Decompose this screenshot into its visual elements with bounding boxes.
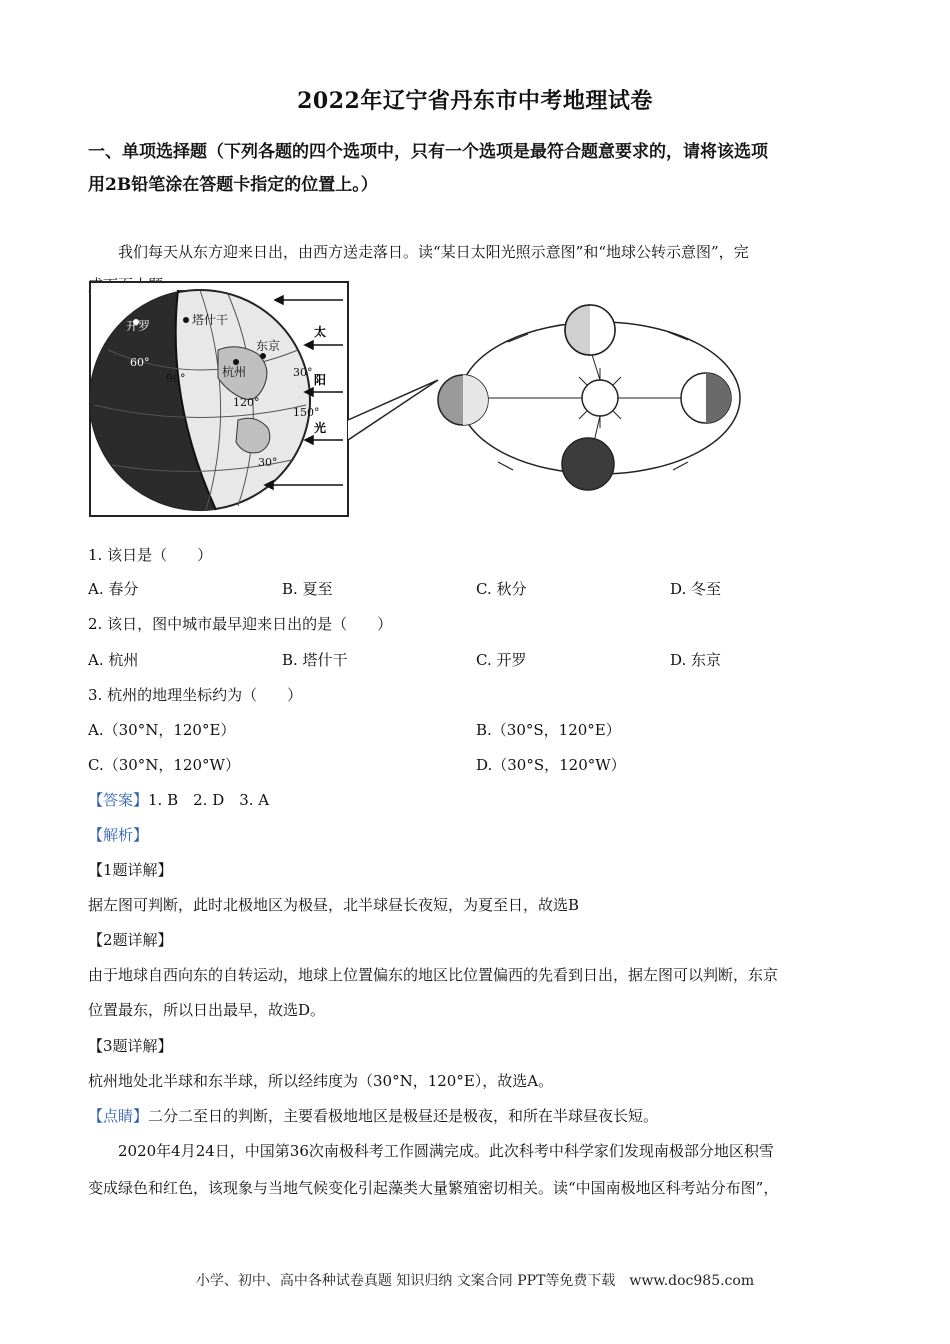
dianjing-line: [88, 1105, 658, 1127]
degree-label: 30°: [293, 366, 313, 379]
sun-char-label: 太: [314, 325, 327, 339]
degree-label: 30°: [258, 456, 278, 469]
q3-option-c[interactable]: C.（30°N，120°W）: [88, 756, 240, 774]
earth-dark-half: [706, 373, 731, 423]
section-heading-line1: 一、单项选择题（下列各题的四个选项中，只有一个选项是最符合题意要求的，请将该选项: [88, 142, 768, 162]
detail-2-label: 【2题详解】: [88, 931, 173, 949]
sun-char-label: 光: [314, 421, 327, 435]
city-label: 开罗: [126, 319, 151, 333]
answer-line: [88, 789, 269, 811]
detail-1-label: 【1题详解】: [88, 861, 173, 879]
city-label: 塔什干: [192, 313, 229, 327]
page-title: 2022年辽宁省丹东市中考地理试卷: [297, 88, 653, 114]
detail-2-text-line2: 位置最东，所以日出最早，故选D。: [88, 1001, 326, 1019]
answer-text: 1. B 2. D 3. A: [148, 791, 270, 809]
degree-label: 150°: [293, 406, 320, 419]
detail-3-text: 杭州地处北半球和东半球，所以经纬度为（30°N，120°E），故选A。: [88, 1072, 554, 1090]
figure-sunlight-and-orbit: [88, 280, 748, 520]
sun-icon: [582, 380, 618, 416]
detail-1-text: 据左图可判断，此时北极地区为极昼，北半球昼长夜短，为夏至日，故选B: [88, 896, 580, 914]
section-heading-line2: 用2B铅笔涂在答题卡指定的位置上。）: [88, 175, 378, 195]
question-1-stem: 1. 该日是（ ）: [88, 546, 213, 564]
q1-option-a[interactable]: A. 春分: [88, 580, 139, 598]
degree-label: 60°: [130, 356, 150, 369]
city-dot-tokyo: [260, 353, 266, 359]
degree-label: 120°: [233, 396, 260, 409]
dianjing-label: 【点睛】: [88, 1107, 149, 1125]
analysis-label: 【解析】: [88, 826, 149, 844]
next-passage-line2: 变成绿色和红色，该现象与当地气候变化引起藻类大量繁殖密切相关。读“中国南极地区科考站分布图”，: [88, 1179, 779, 1197]
q1-option-b[interactable]: B. 夏至: [282, 580, 333, 598]
city-label: 杭州: [222, 365, 247, 379]
answer-label: 【答案】: [88, 791, 149, 809]
detail-3-label: 【3题详解】: [88, 1037, 173, 1055]
q2-option-c[interactable]: C. 开罗: [476, 651, 527, 669]
q1-option-d[interactable]: D. 冬至: [670, 580, 722, 598]
page-footer: 小学、初中、高中各种试卷真题 知识归纳 文案合同 PPT等免费下载 www.doc985.com: [195, 1273, 755, 1289]
q3-option-b[interactable]: B.（30°S，120°E）: [476, 721, 621, 739]
question-3-stem: 3. 杭州的地理坐标约为（ ）: [88, 686, 303, 704]
intro-line1: 我们每天从东方迎来日出，由西方送走落日。读“某日太阳光照示意图”和“地球公转示意图”，完: [118, 243, 749, 261]
next-passage-line1: 2020年4月24日，中国第36次南极科考工作圆满完成。此次科考中科学家们发现南极部分地区积雪: [118, 1142, 774, 1160]
q2-option-b[interactable]: B. 塔什干: [282, 651, 348, 669]
sun-char-label: 阳: [314, 373, 327, 387]
question-2-stem: 2. 该日，图中城市最早迎来日出的是（ ）: [88, 615, 393, 633]
earth-lit-half: [463, 375, 488, 425]
detail-2-text-line1: 由于地球自西向东的自转运动，地球上位置偏东的地区比位置偏西的先看到日出，据左图可以判断，东京: [88, 966, 779, 984]
dianjing-text: 二分二至日的判断，主要看极地地区是极昼还是极夜，和所在半球昼夜长短。: [148, 1107, 659, 1125]
q2-option-d[interactable]: D. 东京: [670, 651, 722, 669]
q1-option-c[interactable]: C. 秋分: [476, 580, 527, 598]
q3-option-a[interactable]: A.（30°N，120°E）: [88, 721, 236, 739]
degree-label: 90°: [166, 372, 186, 385]
earth-lit-half: [590, 305, 615, 355]
city-dot-tashkent: [183, 317, 189, 323]
callout-connector: [348, 380, 438, 440]
earth-position-bottom: [562, 438, 614, 490]
q3-option-d[interactable]: D.（30°S，120°W）: [476, 756, 626, 774]
section-heading: [88, 136, 868, 202]
q2-option-a[interactable]: A. 杭州: [88, 651, 139, 669]
figure-svg: [88, 280, 748, 520]
city-label: 东京: [256, 339, 281, 353]
